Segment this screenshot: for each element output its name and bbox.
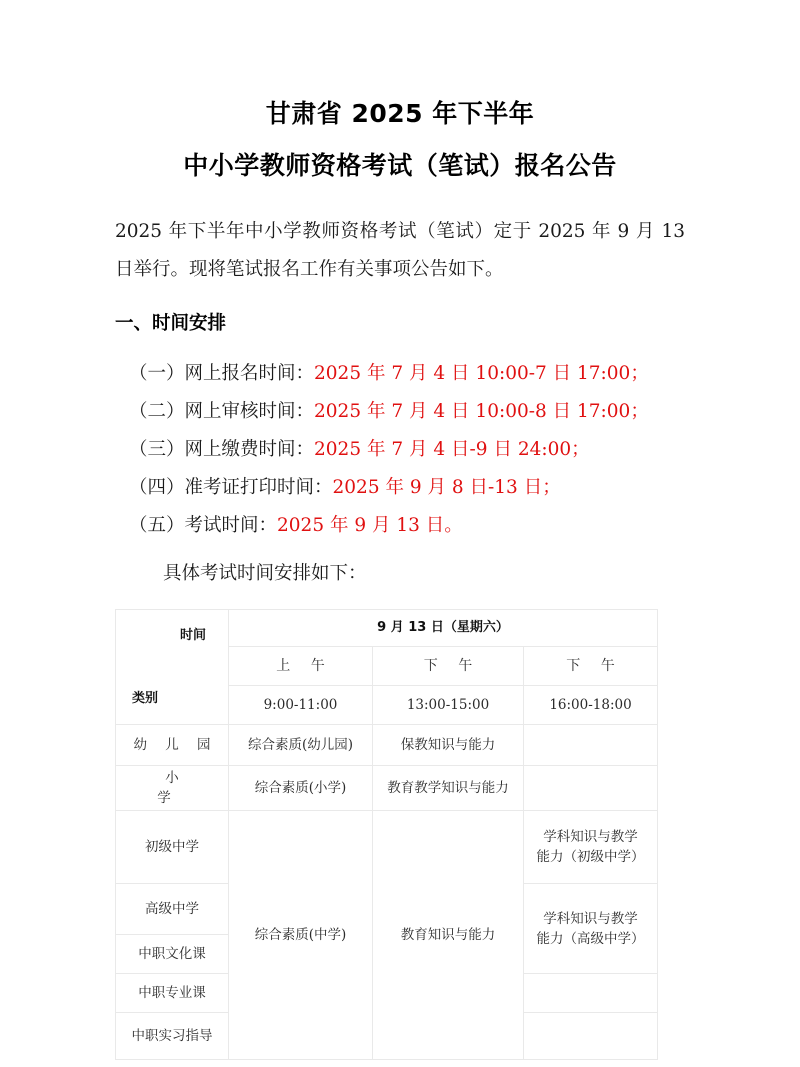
subject-line-1: 学科知识与教学 [543,910,638,927]
table-header-row-date [116,610,658,647]
cell-morning-primary: 综合素质(小学) [229,766,373,811]
time-arrangement-list [115,355,685,545]
time-item-value: 2025 年 9 月 8 日-13 日； [332,476,561,498]
subject-line-2: 能力（高级中学） [536,930,645,947]
time-item-label: （四）准考证打印时间： [129,476,333,498]
row-category-vocational-major: 中职专业课 [116,974,229,1013]
time-slot-afternoon-1: 13:00-15:00 [373,686,524,725]
page-title [115,0,685,192]
table-row [116,811,658,884]
time-item-value: 2025 年 7 月 4 日 10:00-7 日 17:00； [314,362,649,384]
time-item-value: 2025 年 9 月 13 日。 [277,514,463,536]
table-row [116,725,658,766]
cell-morning-kindergarten: 综合素质(幼儿园) [229,725,373,766]
subject-line-2: 能力（初级中学） [536,849,645,866]
cell-afternoon1-secondary-merged: 教育知识与能力 [373,811,524,1060]
corner-time-label: 时间 [179,628,206,644]
cell-afternoon2-junior-high [524,811,658,884]
session-header-afternoon-2: 下 午 [524,647,658,686]
subject-line-1: 学科知识与教学 [543,829,638,846]
list-item [115,355,685,393]
section-heading-time-arrangement: 一、时间安排 [115,312,227,334]
list-item [115,507,685,545]
row-category-senior-high: 高级中学 [116,884,229,935]
cell-afternoon2-vocational-major [524,974,658,1013]
time-item-value: 2025 年 7 月 4 日 10:00-8 日 17:00； [314,400,649,422]
table-row [116,766,658,811]
cell-morning-secondary-merged: 综合素质(中学) [229,811,373,1060]
table-intro-text: 具体考试时间安排如下： [163,562,367,584]
exam-schedule-table-wrapper [115,609,685,1060]
time-item-label: （三）网上缴费时间： [129,438,315,460]
row-category-primary: 小 学 [116,766,229,811]
list-item [115,393,685,431]
row-category-vocational-culture: 中职文化课 [116,935,229,974]
row-category-kindergarten: 幼 儿 园 [116,725,229,766]
list-item [115,469,685,507]
time-item-label: （五）考试时间： [129,514,278,536]
list-item [115,431,685,469]
time-item-value: 2025 年 7 月 4 日-9 日 24:00； [314,438,590,460]
time-item-label: （二）网上审核时间： [129,400,315,422]
time-slot-afternoon-2: 16:00-18:00 [524,686,658,725]
row-category-vocational-internship: 中职实习指导 [116,1013,229,1060]
cell-afternoon1-primary: 教育教学知识与能力 [373,766,524,811]
cell-afternoon2-primary [524,766,658,811]
session-header-morning: 上 午 [229,647,373,686]
time-slot-morning: 9:00-11:00 [229,686,373,725]
row-category-junior-high: 初级中学 [116,811,229,884]
cell-afternoon2-kindergarten [524,725,658,766]
exam-schedule-table [115,609,658,1060]
intro-paragraph: 2025 年下半年中小学教师资格考试（笔试）定于 2025 年 9 月 13 日举行。现将笔试报名工作有关事项公告如下。 [115,221,685,280]
cell-afternoon1-kindergarten: 保教知识与能力 [373,725,524,766]
table-date-header: 9 月 13 日（星期六） [229,610,658,647]
time-item-label: （一）网上报名时间： [129,362,315,384]
title-line-2: 中小学教师资格考试（笔试）报名公告 [183,151,617,180]
title-line-1: 甘肃省 2025 年下半年 [265,99,535,128]
session-header-afternoon-1: 下 午 [373,647,524,686]
cell-afternoon2-vocational-internship [524,1013,658,1060]
cell-afternoon2-senior-high [524,884,658,974]
table-corner-header [116,610,229,725]
corner-category-label: 类别 [132,691,159,707]
